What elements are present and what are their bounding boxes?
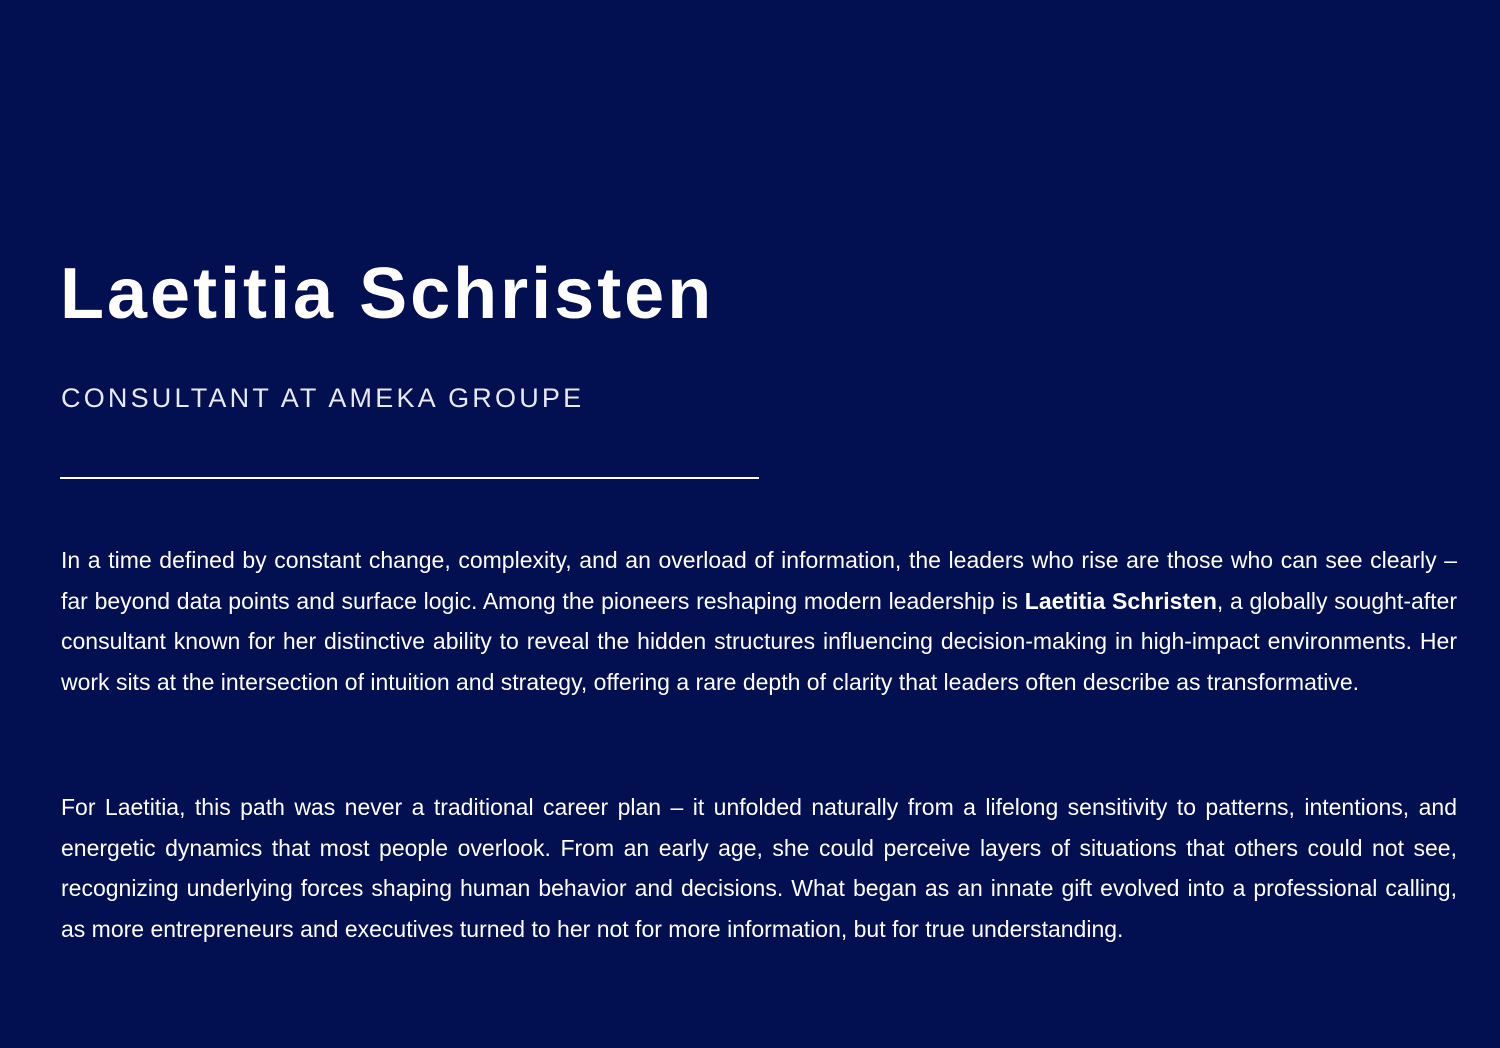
role-subtitle: CONSULTANT AT AMEKA GROUPE: [61, 383, 585, 413]
page-title: Laetitia Schristen: [60, 254, 715, 334]
highlighted-name: Laetitia Schristen: [1024, 587, 1217, 614]
intro-text-before: In a time defined by constant change, complexity, and an overload of information, the leaders who rise are those who can see clearly – far beyond data points and surface logic. Among the pioneers reshaping modern leadership is: [61, 547, 1457, 614]
background-paragraph: For Laetitia, this path was never a traditional career plan – it unfolded naturally from a lifelong sensitivity to patterns, intentions, and energetic dynamics that most people overlook. From an early age, she could perceive layers of situations that others could not see, recognizing underlying forces shaping human behavior and decisions. What began as an innate gift evolved into a professional calling, as more entrepreneurs and executives turned to her not for more information, but for true understanding.: [61, 794, 1457, 942]
intro-text-after: , a globally sought-after consultant known for her distinctive ability to reveal the hidden structures influencing decision-making in high-impact environments. Her work sits at the intersection of intuition and strategy, offering a rare depth of clarity that leaders often describe as transformative.: [61, 587, 1457, 695]
intro-paragraph: [61, 540, 1457, 702]
divider-line: [60, 477, 759, 479]
